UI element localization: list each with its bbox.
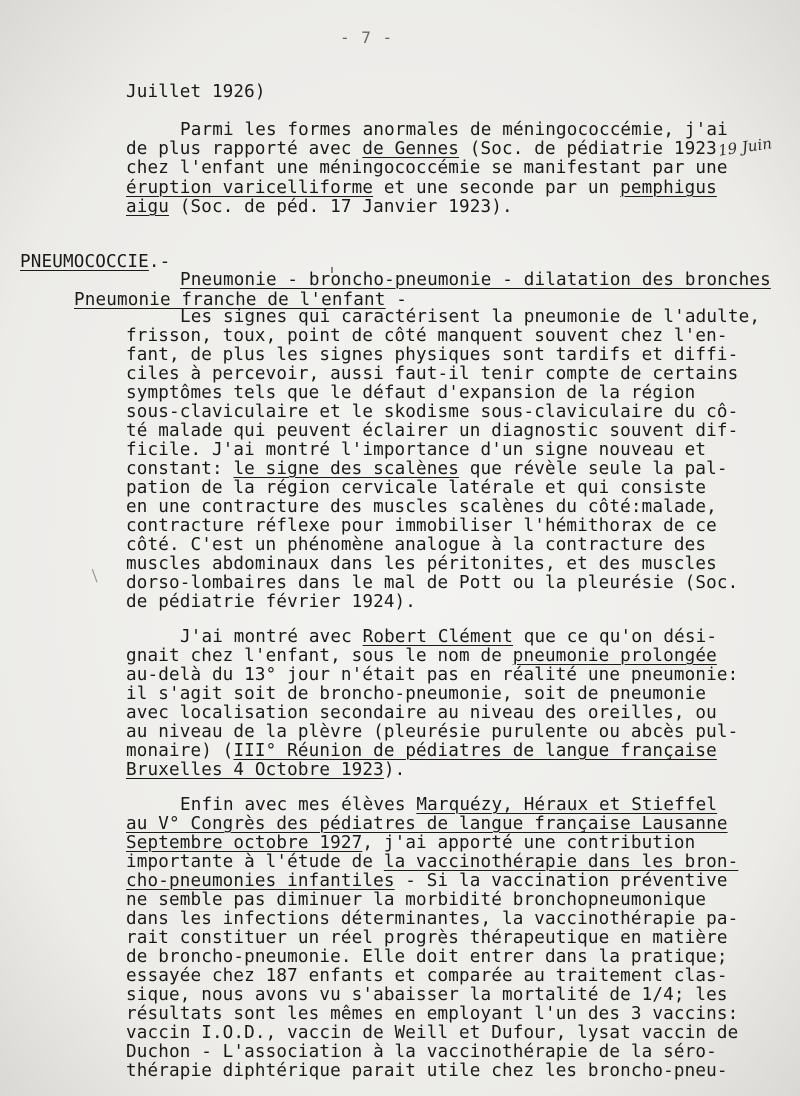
text-line: frisson, toux, point de côté manquent souvent chez l'en- (126, 326, 728, 346)
text-line: il s'agit soit de broncho-pneumonie, soit de pneumonie (126, 684, 707, 704)
page-number: - 7 - (340, 28, 394, 47)
text-line: résultats sont les mêmes en employant l'un des 3 vaccins: (126, 1004, 739, 1024)
text-line: en une contracture des muscles scalènes du côté:malade, (126, 497, 717, 517)
text-line: Juillet 1926) (126, 82, 266, 102)
text-line: au niveau de la plèvre (pleurésie purulente ou abcès pul- (126, 722, 739, 742)
text-line: pation de la région cervicale latérale et qui consiste (126, 478, 707, 498)
text-line: monaire) (III° Réunion de pédiatres de langue française (126, 741, 717, 761)
underlined-reference: Septembre octobre 1927 (126, 833, 363, 853)
underlined-reference: Bruxelles 4 Octobre 1923 (126, 760, 384, 780)
underlined-name: Robert Clément (362, 627, 514, 647)
text-line: ciles à percevoir, aussi faut-il tenir compte de certains (126, 364, 739, 384)
underlined-term: la vaccinothérapie dans les bron- (383, 852, 739, 872)
underlined-term: pneumonie prolongée (512, 646, 717, 666)
text-line: de plus rapporté avec de Gennes (Soc. de pédiatrie 1923 (126, 139, 717, 159)
text-line: dorso-lombaires dans le mal de Pott ou la pleurésie (Soc. (126, 573, 739, 593)
text-line: té malade qui peuvent éclairer un diagnostic souvent dif- (126, 421, 739, 441)
underlined-term: éruption varicelliforme (126, 178, 374, 198)
text-line: muscles abdominaux dans les péritonites, et des muscles (126, 554, 717, 574)
text-line: fant, de plus les signes physiques sont tardifs et diffi- (126, 345, 739, 365)
text-line: constant: le signe des scalènes que révèle seule la pal- (126, 459, 728, 479)
subsubheading: Pneumonie franche de l'enfant - (74, 290, 408, 310)
text-line: éruption varicelliforme et une seconde par un pemphigus (126, 178, 717, 198)
text-line: Enfin avec mes élèves Marquézy, Héraux et Stieffel (180, 795, 718, 815)
text-line: ficile. J'ai montré l'importance d'un signe nouveau et (126, 440, 707, 460)
text-line: ne semble pas diminuer la morbidité bronchopneumonique (126, 890, 707, 910)
underlined-term: aigu (126, 197, 169, 217)
underlined-reference: III° Réunion de pédiatres de langue française (233, 741, 717, 761)
text-line: dans les infections déterminantes, la vaccinothérapie pa- (126, 909, 739, 929)
text-line: sique, nous avons vu s'abaisser la mortalité de 1/4; les (126, 985, 728, 1005)
text-line: Septembre octobre 1927, j'ai apporté une contribution (126, 833, 696, 853)
text-line: J'ai montré avec Robert Clément que ce qu'on dési- (180, 627, 718, 647)
text-line: gnait chez l'enfant, sous le nom de pneumonie prolongée (126, 646, 717, 666)
underlined-name: Marquézy, Héraux et Stieffel (416, 795, 718, 815)
text-line: avec localisation secondaire au niveau des oreilles, ou (126, 703, 717, 723)
text-line: essayée chez 187 enfants et comparée au traitement clas- (126, 966, 728, 986)
handwritten-annotation: 19 Juin (717, 134, 773, 160)
margin-mark (92, 568, 101, 583)
text-line: Les signes qui caractérisent la pneumonie de l'adulte, (180, 307, 761, 327)
underlined-term: pemphigus (620, 178, 717, 198)
text-line: thérapie diphtérique parait utile chez les broncho-pneu- (126, 1061, 728, 1081)
text-line: Duchon - L'association à la vaccinothérapie de la séro- (126, 1042, 717, 1062)
text-line: contracture réflexe pour immobiliser l'hémithorax de ce (126, 516, 717, 536)
underlined-reference: au V° Congrès des pédiatres de langue française Lausanne (126, 814, 728, 834)
section-heading: PNEUMOCOCCIE.- (20, 252, 171, 272)
text-line: de broncho-pneumonie. Elle doit entrer dans la pratique; (126, 947, 728, 967)
text-line: côté. C'est un phénomène analogue à la contracture des (126, 535, 707, 555)
text-line (126, 814, 728, 834)
underlined-name: de Gennes (362, 139, 460, 159)
underlined-term: le signe des scalènes (233, 459, 460, 479)
text-line: importante à l'étude de la vaccinothérapie dans les bron- (126, 852, 739, 872)
text-line: Parmi les formes anormales de méningococcémie, j'ai (180, 120, 728, 140)
text-line: chez l'enfant une méningococcémie se manifestant par une (126, 158, 728, 178)
subheading: Pneumonie - broncho-pneumonie - dilatation des bronches (180, 270, 771, 290)
text-line: vaccin I.O.D., vaccin de Weill et Dufour, lysat vaccin de (126, 1023, 739, 1043)
text-line: Bruxelles 4 Octobre 1923). (126, 760, 406, 780)
text-line: au-delà du 13° jour n'était pas en réalité une pneumonie: (126, 665, 739, 685)
text-line: symptômes tels que le défaut d'expansion de la région (126, 383, 696, 403)
text-line: cho-pneumonies infantiles - Si la vaccination préventive (126, 871, 728, 891)
text-line: de pédiatrie février 1924). (126, 592, 417, 612)
text-line: rait constituer un réel progrès thérapeutique en matière (126, 928, 728, 948)
text-line: aigu (Soc. de péd. 17 Janvier 1923). (126, 197, 513, 217)
underlined-term: cho-pneumonies infantiles (126, 871, 395, 891)
text-line: sous-claviculaire et le skodisme sous-claviculaire du cô- (126, 402, 739, 422)
